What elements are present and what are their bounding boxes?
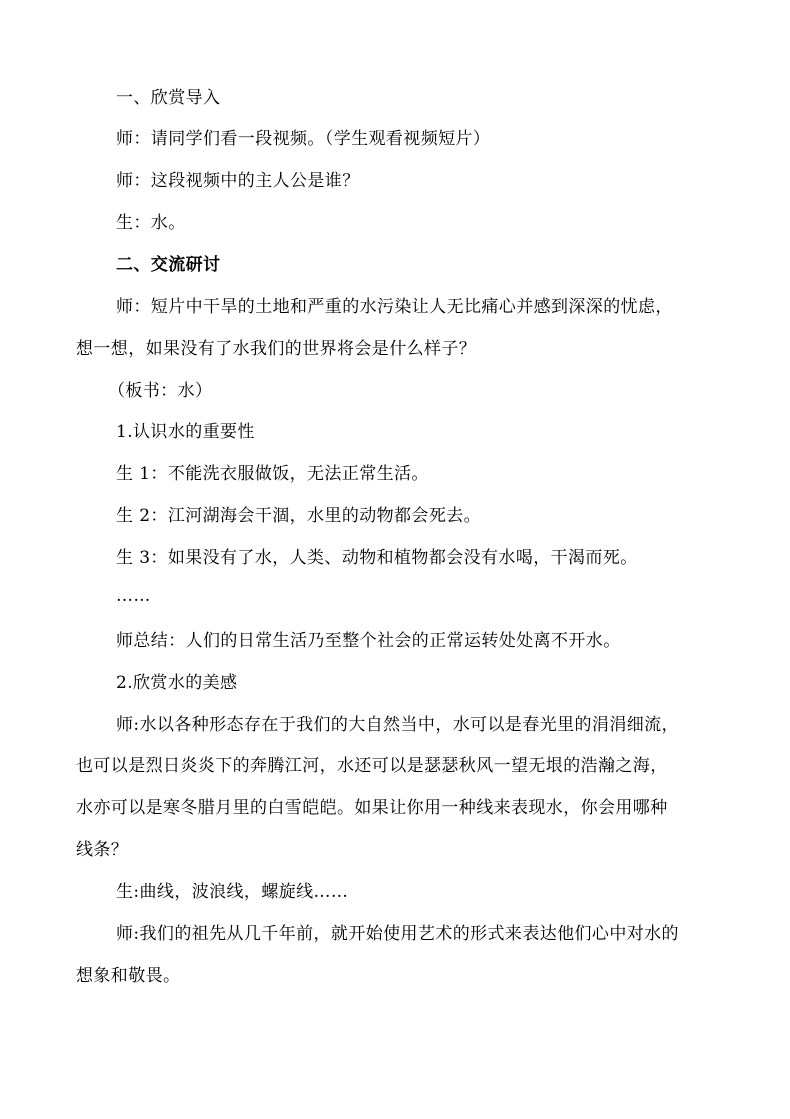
ellipsis-line: ……	[116, 586, 151, 606]
subsection-heading-2: 2.欣赏水的美感	[116, 673, 238, 693]
paragraph-line: 生:曲线，波浪线，螺旋线……	[116, 882, 349, 902]
paragraph-line: 师：请同学们看一段视频。（学生观看视频短片）	[116, 129, 491, 149]
paragraph-line: 师:我们的祖先从几千年前，就开始使用艺术的形式来表达他们心中对水的	[116, 924, 679, 944]
paragraph-line: 生 1：不能洗衣服做饭，无法正常生活。	[116, 464, 429, 484]
paragraph-line: 想一想，如果没有了水我们的世界将会是什么样子？	[76, 339, 477, 359]
paragraph-line: 想象和敬畏。	[76, 966, 181, 986]
paragraph-line: 生：水。	[116, 213, 186, 233]
subsection-heading-1: 1.认识水的重要性	[116, 422, 255, 442]
paragraph-line: 师：这段视频中的主人公是谁？	[116, 171, 360, 191]
paragraph-line: 师总结：人们的日常生活乃至整个社会的正常运转处处离不开水。	[116, 631, 621, 651]
paragraph-line: 线条？	[76, 840, 129, 860]
section-heading-2: 二、交流研讨	[116, 255, 221, 275]
paragraph-line: 水亦可以是寒冬腊月里的白雪皑皑。如果让你用一种线来表现水，你会用哪种	[76, 798, 668, 818]
paragraph-line: 也可以是烈日炎炎下的奔腾江河，水还可以是瑟瑟秋风一望无垠的浩瀚之海，	[76, 756, 668, 776]
paragraph-line: 生 3：如果没有了水，人类、动物和植物都会没有水喝，干渴而死。	[116, 548, 638, 568]
paragraph-line: 师：短片中干旱的土地和严重的水污染让人无比痛心并感到深深的忧虑，	[116, 297, 673, 317]
blackboard-note: （板书：水）	[108, 381, 213, 401]
paragraph-line: 生 2：江河湖海会干涸，水里的动物都会死去。	[116, 506, 482, 526]
paragraph-line: 师:水以各种形态存在于我们的大自然当中，水可以是春光里的涓涓细流，	[116, 715, 679, 735]
section-heading-1: 一、欣赏导入	[116, 88, 221, 108]
